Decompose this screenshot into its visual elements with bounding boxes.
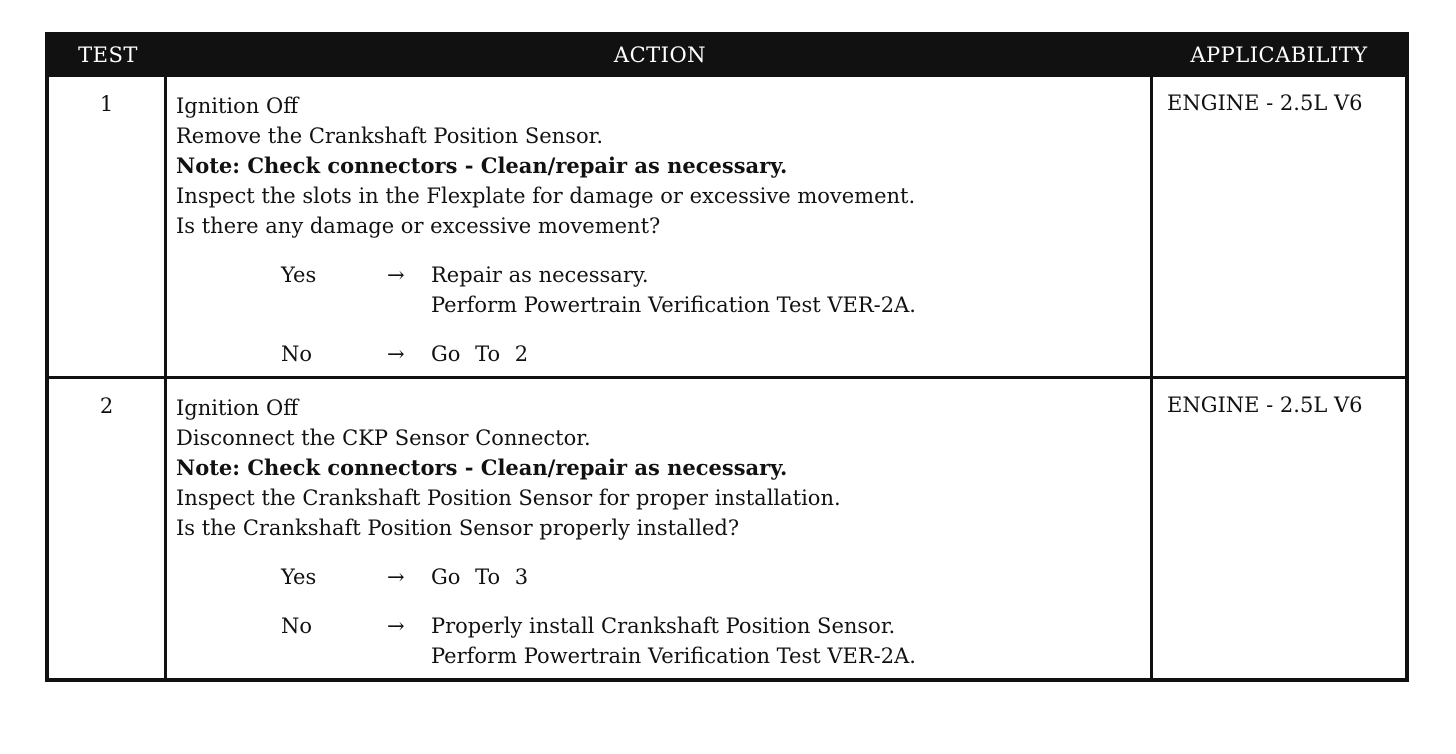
no-branch [281,611,1150,671]
test-number: 2 [49,379,167,678]
yes-label: Yes [281,565,317,589]
yes-branch [281,562,1150,592]
table-row [49,74,1405,376]
yes-outcome-line: Perform Powertrain Verification Test VER-2A. [431,293,916,317]
applicability-cell: ENGINE - 2.5L V6 [1167,91,1363,115]
action-note: Note: Check connectors - Clean/repair as necessary. [176,455,788,480]
applicability-cell: ENGINE - 2.5L V6 [1167,393,1363,417]
action-question: Is the Crankshaft Position Sensor properly installed? [176,516,740,540]
action-line: Inspect the slots in the Flexplate for damage or excessive movement. [176,184,916,208]
action-line: Inspect the Crankshaft Position Sensor for proper installation. [176,486,841,510]
action-line: Ignition Off [176,396,299,420]
action-question: Is there any damage or excessive movement? [176,214,661,238]
table-row [49,376,1405,678]
arrow-icon: → [387,342,405,366]
yes-outcome [431,260,1150,320]
no-outcome: Go To 2 [431,342,529,366]
action-cell [167,77,1153,376]
yes-label: Yes [281,263,317,287]
header-test: TEST [78,43,138,67]
table-header [49,36,1405,74]
arrow-icon: → [387,263,405,287]
diagnostic-test-table [45,32,1409,682]
test-number: 1 [49,77,167,376]
header-applicability: APPLICABILITY [1190,43,1368,67]
arrow-icon: → [387,614,405,638]
arrow-icon: → [387,565,405,589]
yes-branch [281,260,1150,320]
action-line: Disconnect the CKP Sensor Connector. [176,426,591,450]
no-outcome [431,611,1150,671]
no-label: No [281,614,313,638]
no-branch [281,339,1150,369]
action-note: Note: Check connectors - Clean/repair as necessary. [176,153,788,178]
action-line: Ignition Off [176,94,299,118]
no-outcome-line: Properly install Crankshaft Position Sensor. [431,614,896,638]
no-label: No [281,342,313,366]
action-cell [167,379,1153,678]
yes-outcome: Go To 3 [431,565,529,589]
no-outcome-line: Perform Powertrain Verification Test VER-2A. [431,644,916,668]
header-action: ACTION [613,43,707,67]
action-line: Remove the Crankshaft Position Sensor. [176,124,603,148]
yes-outcome-line: Repair as necessary. [431,263,649,287]
